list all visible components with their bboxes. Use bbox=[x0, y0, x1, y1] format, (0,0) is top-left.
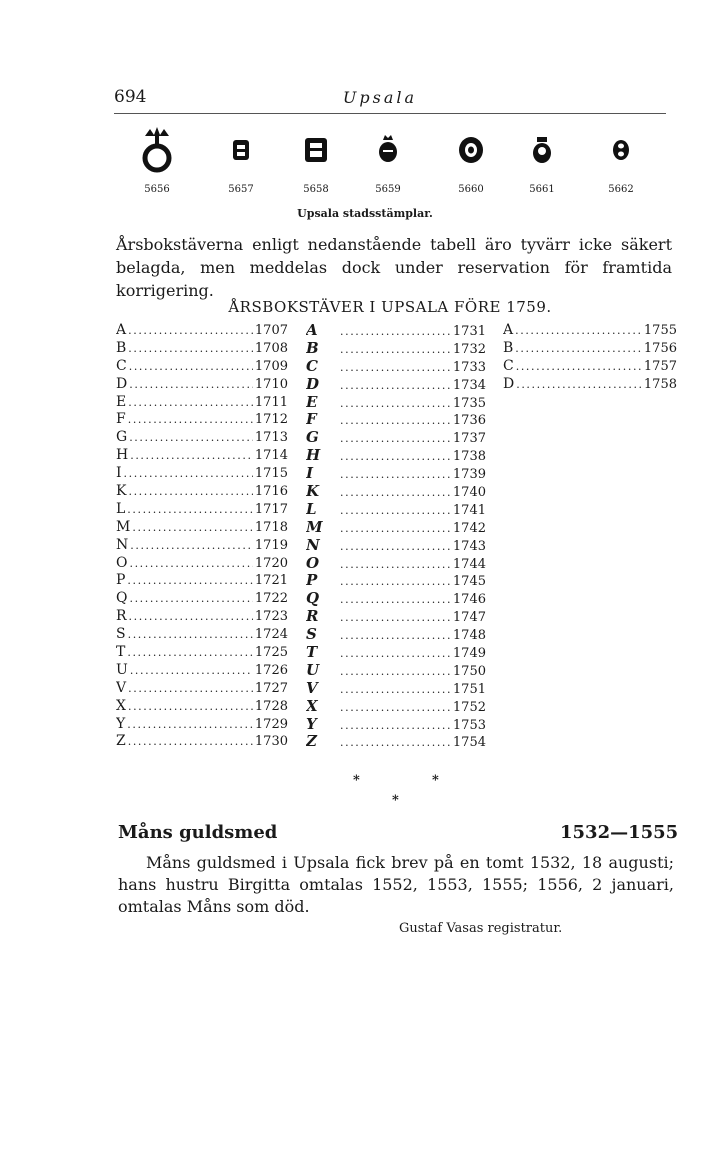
year-letter: A bbox=[503, 322, 514, 338]
year-row bbox=[116, 662, 288, 680]
year-row bbox=[116, 626, 288, 644]
year-row bbox=[116, 555, 288, 573]
dot-leader bbox=[515, 340, 642, 358]
year-value: 1711 bbox=[254, 394, 288, 410]
year-letter: B bbox=[116, 339, 127, 356]
dot-leader bbox=[340, 466, 451, 483]
dot-leader bbox=[340, 484, 451, 501]
year-value: 1723 bbox=[254, 609, 288, 625]
year-letter: E bbox=[306, 393, 318, 411]
year-value: 1727 bbox=[254, 680, 288, 696]
year-row bbox=[116, 447, 288, 465]
year-row bbox=[116, 394, 288, 412]
year-value: 1753 bbox=[452, 717, 486, 733]
dot-leader bbox=[129, 429, 253, 447]
year-row bbox=[116, 733, 288, 751]
year-column-a bbox=[116, 322, 288, 751]
year-row bbox=[116, 590, 288, 608]
year-letter: D bbox=[306, 375, 320, 393]
year-letter: F bbox=[116, 411, 126, 428]
dot-leader bbox=[130, 537, 253, 555]
dot-leader bbox=[340, 377, 451, 394]
year-row bbox=[116, 358, 288, 376]
asterisk: * bbox=[392, 793, 399, 808]
dot-leader bbox=[340, 573, 451, 590]
year-letter: T bbox=[116, 644, 126, 661]
year-value: 1744 bbox=[452, 556, 486, 572]
dot-leader bbox=[340, 520, 451, 537]
dot-leader bbox=[340, 502, 451, 519]
stamp-5662 bbox=[591, 126, 651, 195]
year-value: 1728 bbox=[254, 698, 288, 714]
crowned-square-stamp-icon bbox=[299, 126, 333, 174]
crowned-orb-stamp-icon bbox=[371, 126, 405, 174]
year-row bbox=[116, 519, 288, 537]
year-row bbox=[306, 411, 486, 429]
year-letter: G bbox=[306, 429, 319, 447]
asterisk: * bbox=[432, 773, 439, 788]
year-letter: X bbox=[306, 697, 318, 715]
year-value: 1729 bbox=[254, 716, 288, 732]
stamp-5658 bbox=[286, 126, 346, 195]
stamp-number: 5658 bbox=[303, 184, 329, 195]
year-letter: S bbox=[306, 626, 317, 644]
year-column-b bbox=[306, 322, 486, 751]
year-row bbox=[116, 429, 288, 447]
year-letter: M bbox=[306, 518, 323, 536]
year-value: 1735 bbox=[452, 395, 486, 411]
intro-paragraph: Årsbokstäverna enligt nedanstående tabell äro tyvärr icke säkert belagda, men meddelas dock under reservation för framtida korrigering. bbox=[116, 235, 672, 300]
running-title: Upsala bbox=[342, 88, 418, 107]
small-oval-stamp-icon bbox=[604, 126, 638, 174]
year-letter: E bbox=[116, 393, 127, 410]
year-row bbox=[306, 608, 486, 626]
year-letter: K bbox=[306, 483, 320, 501]
dot-leader bbox=[340, 591, 451, 608]
year-value: 1755 bbox=[643, 323, 677, 338]
page-number: 694 bbox=[114, 87, 147, 107]
year-letter: Y bbox=[306, 715, 317, 733]
year-value: 1758 bbox=[643, 376, 677, 392]
year-value: 1737 bbox=[452, 431, 486, 447]
year-letter: R bbox=[306, 608, 319, 626]
year-value: 1730 bbox=[254, 734, 288, 750]
year-letter: V bbox=[116, 679, 127, 696]
year-letter: D bbox=[116, 375, 128, 392]
stamp-5657 bbox=[211, 126, 271, 195]
dot-leader bbox=[132, 519, 253, 537]
year-letter: H bbox=[116, 447, 129, 464]
dot-leader bbox=[340, 645, 451, 662]
year-row bbox=[306, 698, 486, 716]
year-row bbox=[503, 340, 677, 358]
year-value: 1746 bbox=[452, 592, 486, 608]
square-stamp-icon bbox=[224, 126, 258, 174]
year-row bbox=[306, 465, 486, 483]
stamp-number: 5657 bbox=[228, 184, 254, 195]
asterisk: * bbox=[353, 773, 360, 788]
year-letter: N bbox=[116, 536, 129, 553]
year-row bbox=[306, 537, 486, 555]
year-letter: F bbox=[306, 411, 317, 429]
dot-leader bbox=[128, 680, 253, 698]
year-row bbox=[306, 590, 486, 608]
year-letter: P bbox=[306, 572, 318, 590]
year-row bbox=[306, 447, 486, 465]
dot-leader bbox=[128, 340, 253, 358]
dot-leader bbox=[340, 699, 451, 716]
year-row bbox=[306, 501, 486, 519]
year-value: 1707 bbox=[254, 323, 288, 338]
year-value: 1713 bbox=[254, 430, 288, 446]
year-letter: T bbox=[306, 644, 318, 662]
year-row bbox=[503, 322, 677, 340]
dot-leader bbox=[128, 483, 252, 501]
year-letter: C bbox=[306, 357, 318, 375]
year-value: 1748 bbox=[452, 628, 486, 644]
year-value: 1733 bbox=[452, 359, 486, 375]
year-value: 1752 bbox=[452, 699, 486, 715]
dot-leader bbox=[127, 572, 252, 590]
dot-leader bbox=[340, 681, 451, 698]
year-letter: L bbox=[116, 500, 126, 517]
dot-leader bbox=[340, 395, 451, 412]
year-row bbox=[306, 519, 486, 537]
dot-leader bbox=[127, 644, 253, 662]
year-letter: I bbox=[306, 465, 314, 483]
oval-stamp-icon bbox=[454, 126, 488, 174]
year-row bbox=[116, 411, 288, 429]
year-letter: Z bbox=[306, 733, 317, 751]
year-letter: Z bbox=[116, 733, 126, 750]
year-value: 1724 bbox=[254, 627, 288, 643]
dot-leader bbox=[129, 358, 253, 376]
stamp-5661 bbox=[512, 126, 572, 195]
year-letter: S bbox=[116, 626, 126, 643]
dot-leader bbox=[128, 411, 253, 429]
year-letter: C bbox=[503, 357, 514, 374]
year-value: 1756 bbox=[643, 340, 677, 356]
year-letter: R bbox=[116, 608, 127, 625]
year-letter: Q bbox=[116, 590, 128, 607]
year-value: 1720 bbox=[254, 555, 288, 571]
year-letter: I bbox=[116, 465, 122, 482]
dot-leader bbox=[127, 501, 253, 519]
dot-leader bbox=[340, 538, 451, 555]
year-value: 1718 bbox=[254, 519, 288, 535]
dot-leader bbox=[340, 323, 451, 340]
year-value: 1757 bbox=[643, 358, 677, 374]
entry-source: Gustaf Vasas registratur. bbox=[399, 921, 563, 936]
year-value: 1725 bbox=[254, 645, 288, 661]
year-letter: P bbox=[116, 572, 126, 589]
year-value: 1717 bbox=[254, 501, 288, 517]
year-value: 1732 bbox=[452, 341, 486, 357]
year-value: 1738 bbox=[452, 449, 486, 465]
entry-name: Måns guldsmed bbox=[118, 822, 278, 843]
year-row bbox=[306, 733, 486, 751]
year-letter: K bbox=[116, 483, 127, 500]
year-row bbox=[306, 483, 486, 501]
header-rule bbox=[114, 113, 666, 114]
year-row bbox=[116, 465, 288, 483]
year-row bbox=[116, 680, 288, 698]
year-row bbox=[116, 501, 288, 519]
year-value: 1739 bbox=[452, 467, 486, 483]
stamp-5656 bbox=[127, 126, 187, 195]
dot-leader bbox=[128, 626, 253, 644]
year-row bbox=[306, 626, 486, 644]
year-value: 1714 bbox=[254, 448, 288, 464]
year-row bbox=[116, 322, 288, 340]
dot-leader bbox=[340, 734, 451, 751]
year-value: 1715 bbox=[254, 466, 288, 482]
year-letter: Q bbox=[306, 590, 320, 608]
year-letter: G bbox=[116, 429, 128, 446]
year-letter: A bbox=[306, 322, 318, 339]
year-row bbox=[116, 698, 288, 716]
year-column-c bbox=[503, 322, 677, 394]
year-row bbox=[306, 358, 486, 376]
year-letter: X bbox=[116, 697, 126, 714]
year-letter: Y bbox=[116, 715, 126, 732]
year-value: 1719 bbox=[254, 537, 288, 553]
dot-leader bbox=[127, 716, 253, 734]
dot-leader bbox=[340, 412, 451, 429]
dot-leader bbox=[515, 322, 642, 340]
dot-leader bbox=[340, 448, 451, 465]
year-row bbox=[116, 608, 288, 626]
year-letter: V bbox=[306, 679, 318, 697]
year-letter: C bbox=[116, 357, 127, 374]
year-row bbox=[306, 662, 486, 680]
year-value: 1731 bbox=[452, 324, 486, 339]
year-letter: L bbox=[306, 500, 317, 518]
stamps-caption: Upsala stadsstämplar. bbox=[297, 207, 433, 220]
year-row bbox=[503, 358, 677, 376]
year-letter: H bbox=[306, 447, 321, 465]
year-value: 1751 bbox=[452, 681, 486, 697]
year-letter: N bbox=[306, 536, 320, 554]
year-row bbox=[116, 572, 288, 590]
year-letter: M bbox=[116, 518, 131, 535]
year-letter: U bbox=[306, 661, 320, 679]
year-row bbox=[503, 376, 677, 394]
dot-leader bbox=[516, 376, 642, 394]
year-letter: O bbox=[306, 554, 320, 572]
year-letter: B bbox=[306, 339, 319, 357]
year-value: 1754 bbox=[452, 735, 486, 751]
year-row bbox=[116, 340, 288, 358]
year-row bbox=[306, 680, 486, 698]
year-row bbox=[306, 644, 486, 662]
year-letter: D bbox=[503, 375, 515, 392]
dot-leader bbox=[130, 447, 253, 465]
year-value: 1722 bbox=[254, 591, 288, 607]
year-value: 1710 bbox=[254, 376, 288, 392]
year-letter: O bbox=[116, 554, 128, 571]
entry-text: Måns guldsmed i Upsala fick brev på en tomt 1532, 18 augusti; hans hustru Birgitta omtalas 1552, 1553, 1555; 1556, 2 januari, omtalas Måns som död. bbox=[118, 853, 674, 916]
dot-leader bbox=[340, 717, 451, 734]
dot-leader bbox=[128, 733, 253, 751]
stamp-5660 bbox=[441, 126, 501, 195]
year-row bbox=[306, 429, 486, 447]
stamp-number: 5659 bbox=[375, 184, 401, 195]
stamp-number: 5656 bbox=[144, 184, 170, 195]
stamp-number: 5660 bbox=[458, 184, 484, 195]
dot-leader bbox=[340, 430, 451, 447]
year-letter: U bbox=[116, 661, 128, 678]
dot-leader bbox=[340, 663, 451, 680]
year-value: 1740 bbox=[452, 485, 486, 501]
stamp-number: 5661 bbox=[529, 184, 555, 195]
year-letter: B bbox=[503, 339, 514, 356]
year-row bbox=[306, 716, 486, 734]
dot-leader bbox=[340, 359, 451, 376]
year-value: 1750 bbox=[452, 663, 486, 679]
year-value: 1712 bbox=[254, 412, 288, 428]
dot-leader bbox=[340, 609, 451, 626]
year-value: 1736 bbox=[452, 413, 486, 429]
dot-leader bbox=[128, 698, 253, 716]
year-value: 1747 bbox=[452, 610, 486, 626]
year-value: 1734 bbox=[452, 377, 486, 393]
year-value: 1741 bbox=[452, 502, 486, 518]
dot-leader bbox=[340, 341, 451, 358]
dot-leader bbox=[340, 556, 451, 573]
dot-leader bbox=[516, 358, 642, 376]
year-row bbox=[116, 716, 288, 734]
entry-years: 1532—1555 bbox=[560, 822, 679, 843]
crowned-ring-stamp-icon bbox=[140, 126, 174, 174]
dot-leader bbox=[340, 627, 451, 644]
year-value: 1745 bbox=[452, 574, 486, 590]
dot-leader bbox=[129, 555, 252, 573]
year-row bbox=[116, 483, 288, 501]
dot-leader bbox=[128, 394, 253, 412]
year-row bbox=[306, 394, 486, 412]
year-row bbox=[306, 572, 486, 590]
year-value: 1716 bbox=[254, 484, 288, 500]
year-value: 1749 bbox=[452, 646, 486, 662]
year-value: 1742 bbox=[452, 520, 486, 536]
year-row bbox=[306, 340, 486, 358]
dot-leader bbox=[130, 662, 253, 680]
dot-leader bbox=[129, 608, 253, 626]
year-row bbox=[306, 555, 486, 573]
year-value: 1708 bbox=[254, 340, 288, 356]
year-value: 1743 bbox=[452, 538, 486, 554]
orb-stamp-icon bbox=[525, 126, 559, 174]
year-value: 1721 bbox=[254, 573, 288, 589]
year-row bbox=[116, 644, 288, 662]
dot-leader bbox=[128, 322, 253, 340]
year-value: 1726 bbox=[254, 662, 288, 678]
year-row bbox=[116, 376, 288, 394]
year-value: 1709 bbox=[254, 358, 288, 374]
year-row bbox=[116, 537, 288, 555]
year-letter: A bbox=[116, 322, 127, 338]
year-row bbox=[306, 376, 486, 394]
stamp-5659 bbox=[358, 126, 418, 195]
dot-leader bbox=[124, 465, 253, 483]
year-row bbox=[306, 322, 486, 340]
stamp-number: 5662 bbox=[608, 184, 634, 195]
dot-leader bbox=[129, 376, 253, 394]
dot-leader bbox=[129, 590, 252, 608]
table-title: ÅRSBOKSTÄVER I UPSALA FÖRE 1759. bbox=[228, 298, 552, 316]
